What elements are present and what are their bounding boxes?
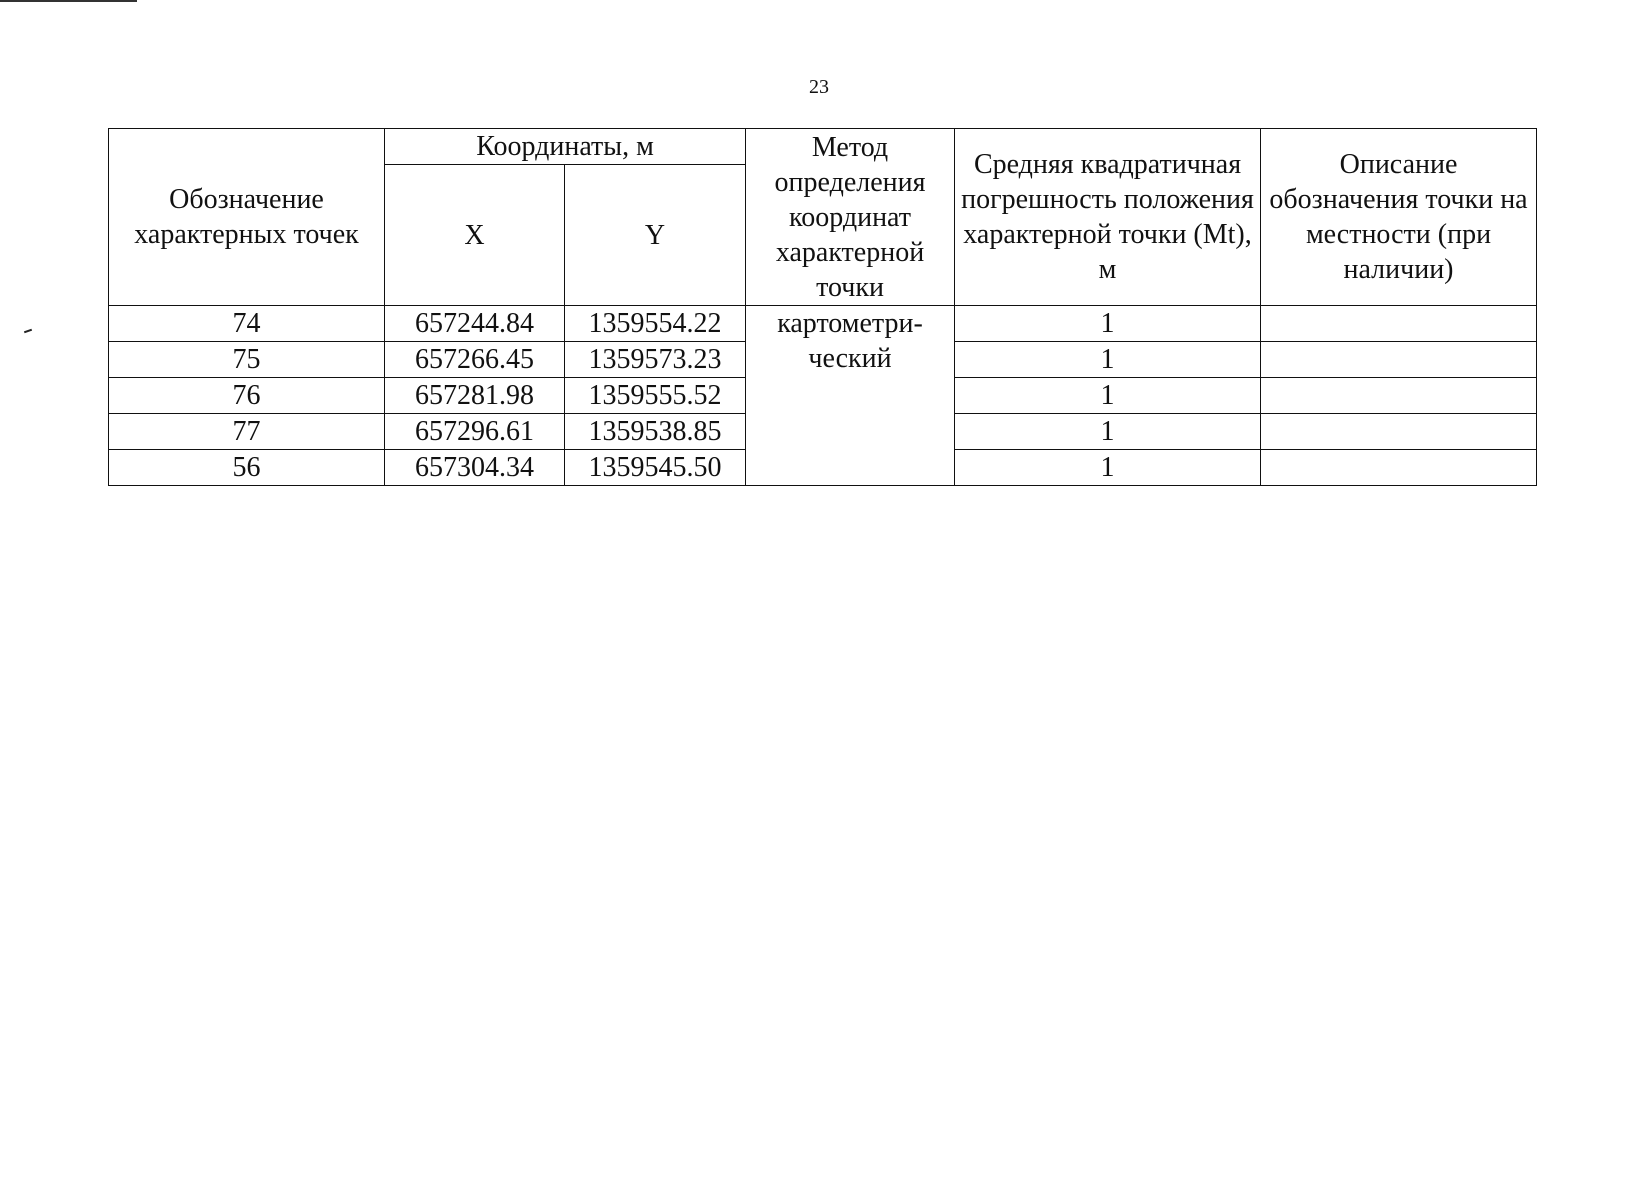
cell-point: 75 (109, 342, 385, 378)
cell-error: 1 (955, 414, 1261, 450)
cell-y: 1359538.85 (565, 414, 746, 450)
header-method: Метод определения координат характерной точки (746, 129, 955, 306)
cell-point: 76 (109, 378, 385, 414)
cell-description (1261, 414, 1537, 450)
cell-y: 1359555.52 (565, 378, 746, 414)
coordinates-table (108, 128, 1537, 486)
cell-x: 657266.45 (385, 342, 565, 378)
cell-description (1261, 450, 1537, 486)
cell-method: картометри-ческий (746, 306, 955, 486)
header-error: Средняя квадратичная погрешность положения характерной точки (Mt), м (955, 129, 1261, 306)
cell-description (1261, 378, 1537, 414)
page-number: 23 (809, 76, 829, 98)
cell-error: 1 (955, 306, 1261, 342)
cell-x: 657244.84 (385, 306, 565, 342)
cell-y: 1359554.22 (565, 306, 746, 342)
table-row (109, 306, 1537, 342)
cell-error: 1 (955, 450, 1261, 486)
cell-error: 1 (955, 342, 1261, 378)
cell-y: 1359573.23 (565, 342, 746, 378)
cell-point: 56 (109, 450, 385, 486)
header-designation: Обозначение характерных точек (109, 129, 385, 306)
cell-x: 657281.98 (385, 378, 565, 414)
cell-description (1261, 342, 1537, 378)
cell-error: 1 (955, 378, 1261, 414)
header-description: Описание обозначения точки на местности (при наличии) (1261, 129, 1537, 306)
cell-x: 657296.61 (385, 414, 565, 450)
cell-y: 1359545.50 (565, 450, 746, 486)
scan-speck (24, 329, 32, 334)
cell-point: 74 (109, 306, 385, 342)
header-coordinates: Координаты, м (385, 129, 746, 165)
top-rule (0, 0, 137, 2)
header-y: Y (565, 165, 746, 306)
cell-x: 657304.34 (385, 450, 565, 486)
cell-point: 77 (109, 414, 385, 450)
cell-description (1261, 306, 1537, 342)
header-x: X (385, 165, 565, 306)
